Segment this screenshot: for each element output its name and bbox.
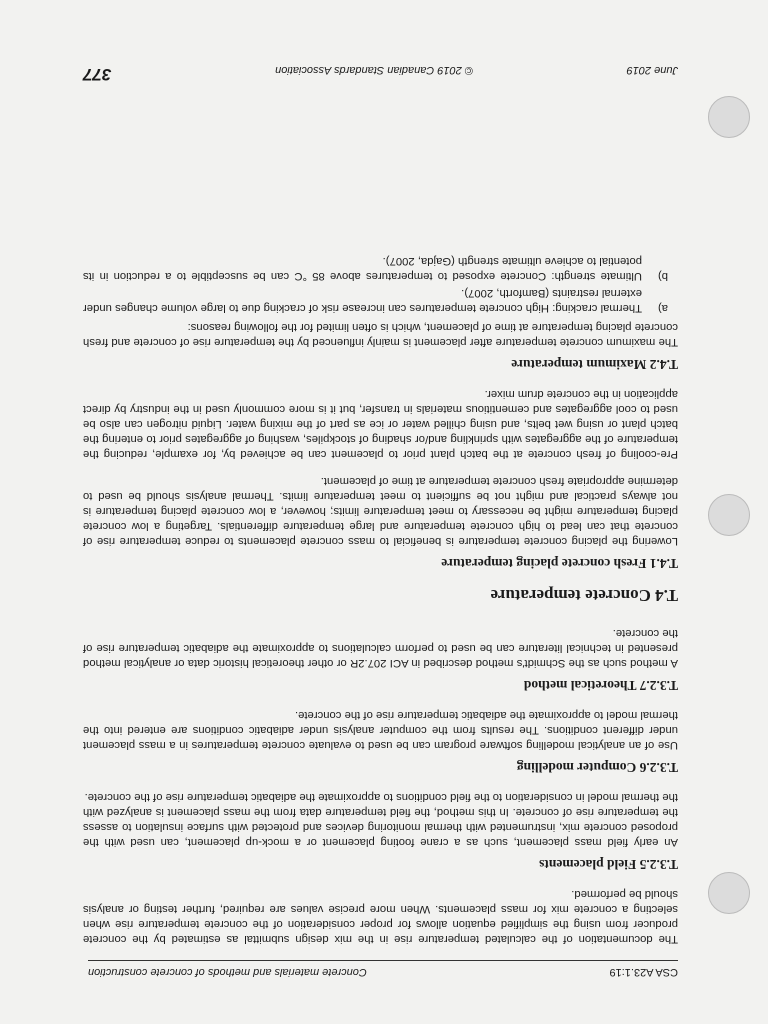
- paragraph: The maximum concrete temperature after placement is mainly influenced by the temperature rise of concrete and fresh concrete placing temperature at time of placement, which is often limited for the following reasons:: [83, 321, 678, 348]
- body-content: [83, 251, 678, 946]
- list-marker: b): [657, 270, 668, 282]
- paragraph: Use of an analytical modelling software program can be used to evaluate concrete temperatures in a mass placement under different conditions. The results from the computer analysis under adiabatic conditions are entered into the thermal model to approximate the adiabatic temperature rise of the concrete.: [83, 709, 678, 751]
- intro-paragraph: The documentation of the calculated temperature rise in the mix design submittal as estimated by the concrete producer from using the simplified equation allows for proper consideration of the concrete temperature rise when selecting a concrete mix for mass placements. When more precise values are required, further testing or analysis should be performed.: [83, 888, 678, 945]
- section-heading-computer-modelling: T.3.2.6 Computer modelling: [516, 760, 678, 775]
- section-heading-maximum-temperature: T.4.2 Maximum temperature: [511, 357, 678, 372]
- page-number: 377: [83, 65, 112, 84]
- section-heading-concrete-temperature: T.4 Concrete temperature: [490, 586, 678, 605]
- list-item-text: Thermal cracking: High concrete temperatures can increase risk of cracking due to large volume changes under external restraints (Bamforth, 2007).: [83, 287, 642, 314]
- section-heading-theoretical-method: T.3.2.7 Theoretical method: [523, 678, 678, 693]
- list-marker: a): [657, 302, 668, 314]
- running-footer: [83, 54, 678, 84]
- publication-date: June 2019: [626, 64, 678, 76]
- paragraph: An early field mass placement, such as a crane footing placement or a mock-up placement, can used with the proposed concrete mix, instrumented with thermal monitoring devices and protected with surface insulation to assess the temperature rise of concrete. In this method, the field temperature data from the mass placement is analyzed with the thermal model in consideration to the field conditions to approximate the adiabatic temperature rise of the concrete.: [83, 791, 678, 848]
- paragraph: Lowering the placing concrete temperature is beneficial to mass concrete placements to reduce temperature rise of concrete that can lead to high concrete temperature and large temperature differentials. Targeting a low concrete placing temperature might be necessary to meet temperature limits; however, a low concrete placing temperature is not always practical and might not be sufficient to meet temperature limits. Thermal analysis should be used to determine appropriate fresh concrete temperature at time of placement.: [83, 475, 678, 547]
- list-item-text: Ultimate strength: Concrete exposed to temperatures above 85 °C can be susceptible to a reduction in its potential to achieve ultimate strength (Gajda, 2007).: [83, 255, 642, 282]
- standard-number: CSA A23.1:19: [609, 966, 678, 978]
- paragraph: A method such as the Schmidt's method described in ACI 207.2R or other theoretical historic data or analytical method presented in technical literature can be used to perform calculations to approximate the adiabatic temperature rise of the concrete.: [83, 627, 678, 669]
- paragraph: Pre-cooling of fresh concrete at the batch plant prior to placement can be achieved by, for example, reducing the temperature of the aggregates with sprinkling and/or shading of stockpiles, washing of aggregates prior to entering the batch plant or using wet belts, and using chilled water or ice as part of the mixing water. Liquid nitrogen can also be used to cool aggregates and cementitious materials in transfer, but it is more commonly used in the industry by direct application in the concrete drum mixer.: [83, 388, 678, 460]
- running-header: [88, 960, 678, 978]
- document-title: Concrete materials and methods of concrete construction: [88, 966, 367, 978]
- section-heading-fresh-concrete: T.4.1 Fresh concrete placing temperature: [441, 556, 678, 571]
- list-item: [83, 285, 678, 315]
- section-heading-field-placements: T.3.2.5 Field placements: [539, 857, 678, 872]
- copyright-notice: © 2019 Canadian Standards Association: [275, 64, 473, 76]
- list-item: [83, 253, 678, 283]
